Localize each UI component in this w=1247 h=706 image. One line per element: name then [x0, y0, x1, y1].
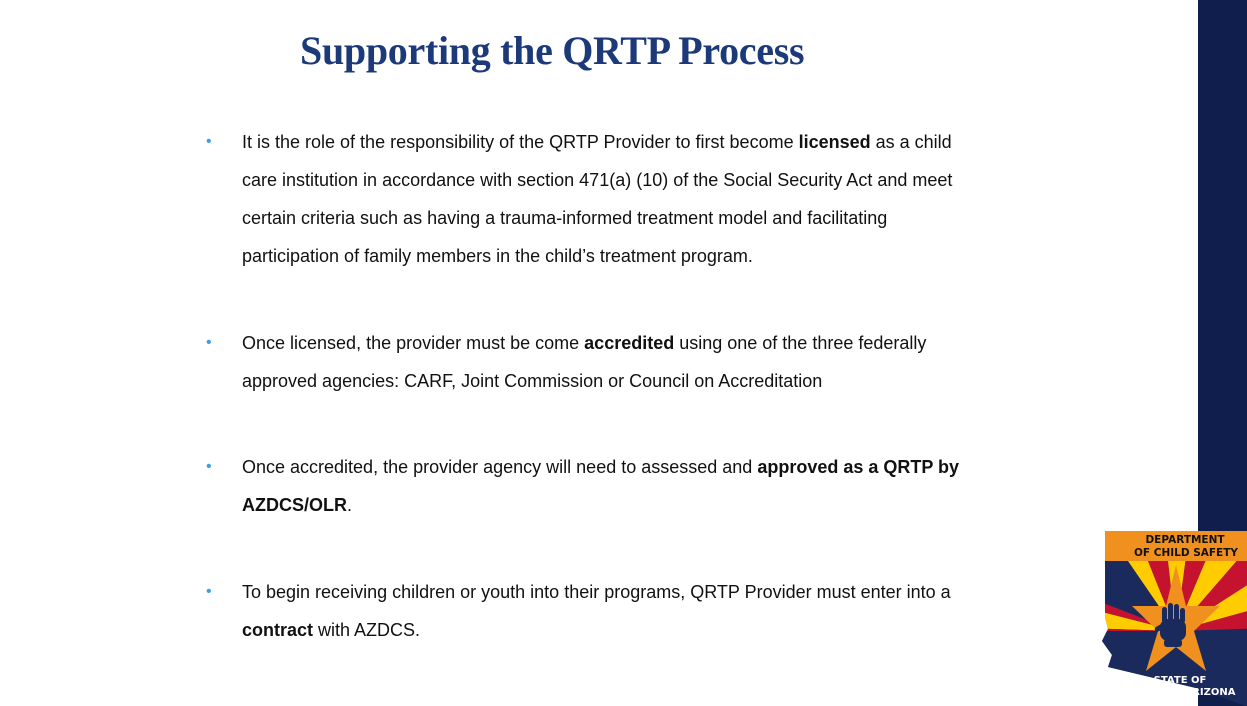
bullet-text-segment: . [347, 495, 353, 515]
department-of-child-safety-logo [1100, 531, 1247, 706]
bullet-item [206, 324, 977, 400]
bullet-emphasis: accredited [584, 333, 675, 353]
bullet-item [206, 123, 977, 275]
bullet-text-segment: as a child care institution in accordance with section 471(a) (10) of the Social Security Act and meet certain criteria such as having a trauma-informed treatment model and facilitating participation of family members in the child’s treatment program. [242, 132, 953, 266]
bullet-text-segment: It is the role of the responsibility of the QRTP Provider to first become [242, 132, 799, 152]
logo-text-arizona: ARIZONA [1184, 687, 1236, 698]
bullet-text-segment: To begin receiving children or youth into their programs, QRTP Provider must enter into a [242, 582, 951, 602]
logo-text-child-safety: OF CHILD SAFETY [1133, 547, 1239, 559]
bullet-icon: • [206, 133, 212, 150]
bullet-text-segment: Once accredited, the provider agency will need to assessed and [242, 457, 758, 477]
bullet-icon: • [206, 334, 212, 351]
bullet-item [206, 448, 977, 524]
bullet-emphasis: approved as a QRTP by AZDCS/OLR [242, 457, 960, 515]
bullet-text [242, 457, 959, 515]
bullet-text [242, 333, 926, 391]
bullet-icon: • [206, 583, 212, 600]
bullet-text-segment: Once licensed, the provider must be come [242, 333, 585, 353]
bullet-item [206, 573, 977, 649]
slide-title: Supporting the QRTP Process [300, 28, 805, 73]
bullet-icon: • [206, 458, 212, 475]
bullet-text [242, 132, 952, 266]
bullet-text [242, 582, 951, 640]
bullet-text-segment: with AZDCS. [313, 620, 421, 640]
bullet-text-segment: using one of the three federally approved agencies: CARF, Joint Commission or Council on Accreditation [242, 333, 927, 391]
logo-text-state-of: STATE OF [1153, 675, 1207, 686]
bullet-emphasis: contract [242, 620, 314, 640]
bullet-emphasis: licensed [798, 132, 871, 152]
logo-text-department: DEPARTMENT [1145, 534, 1225, 546]
